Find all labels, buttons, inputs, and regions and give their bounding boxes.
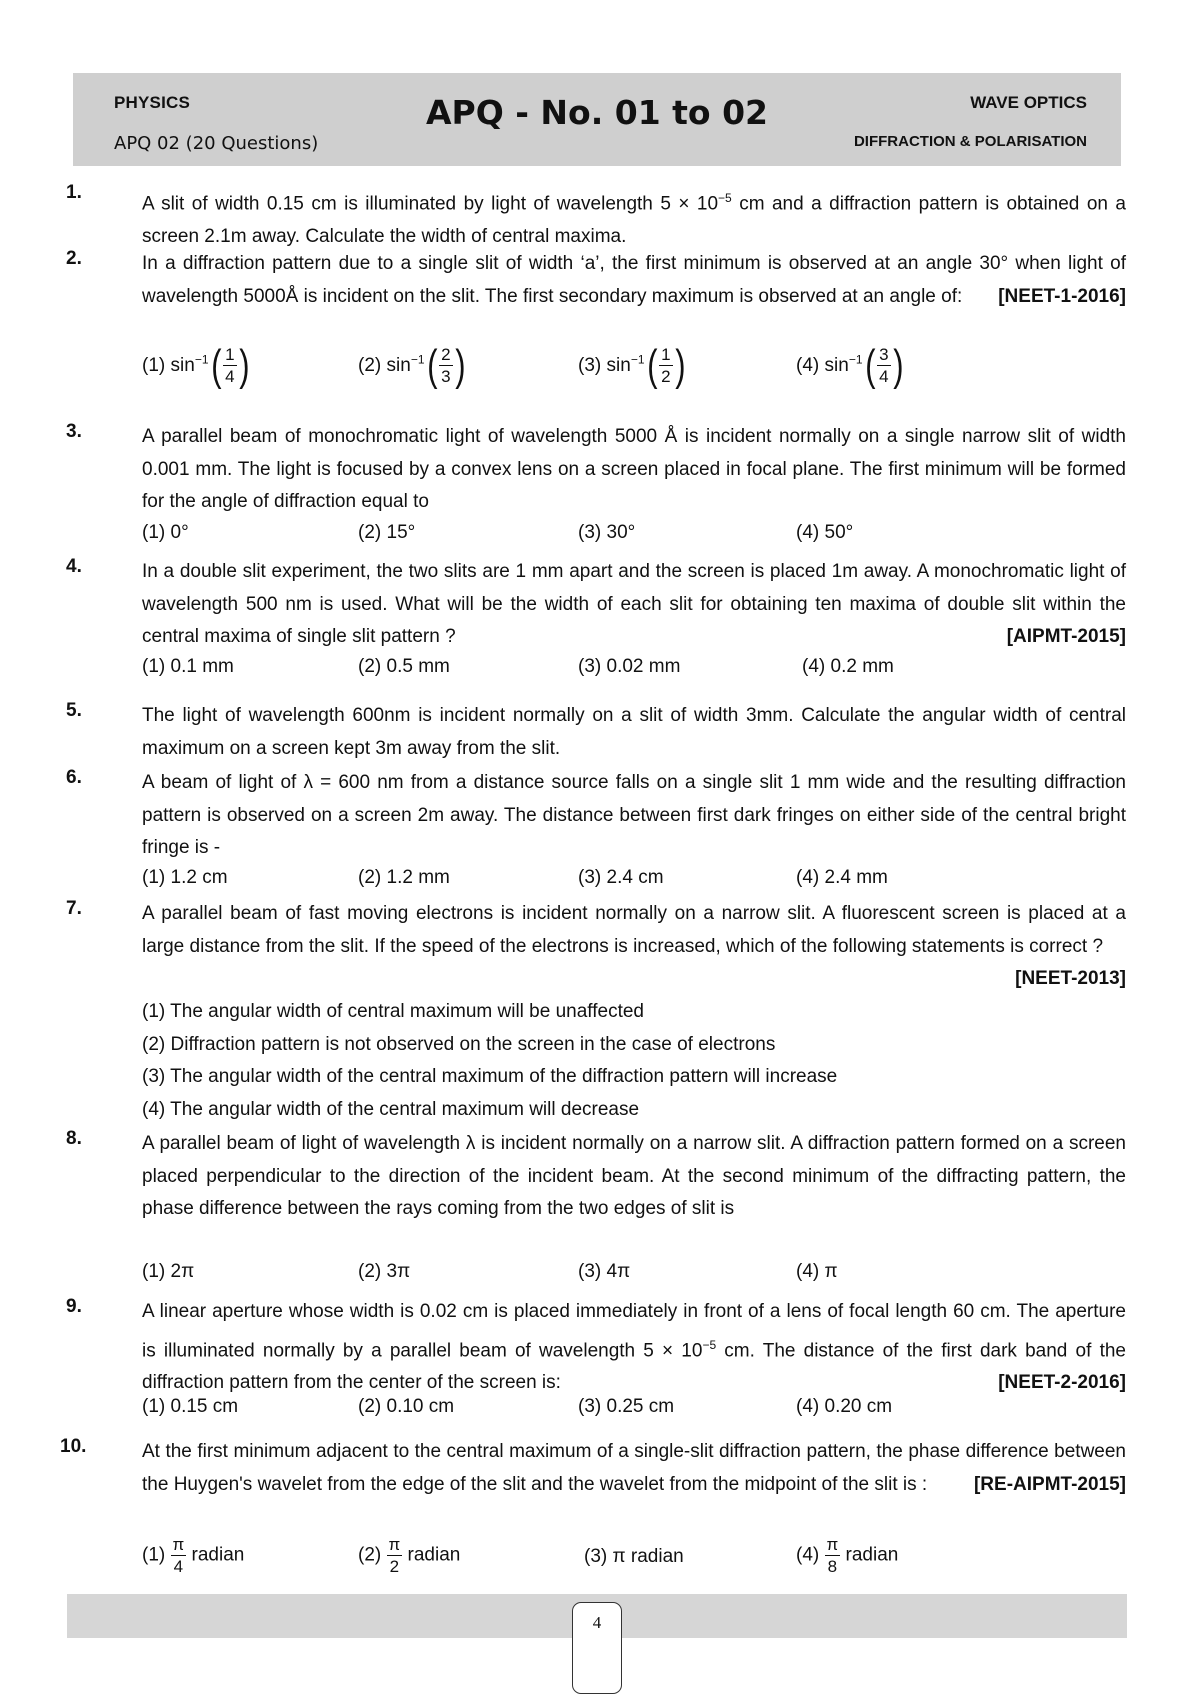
option-4: (4) 0.2 mm [802,656,894,677]
fraction: $\frac{3}{4}$ [879,345,889,387]
page-title: APQ - No. 01 to 02 [425,93,769,132]
source-tag: [NEET-1-2016] [998,285,1126,307]
question-text: In a double slit experiment, the two slits are 1 mm apart and the screen is placed 1m away. A monochromatic light of wavelength 500 nm is used. What will be the width of each slit for obtaining ten maxima of double slit within the central maxima of single slit pattern ? [AIPMT-2015] [142,556,1126,654]
options [142,1536,1126,1586]
source-tag: [NEET-2013] [1015,968,1126,989]
option-4: (4) π [796,1261,838,1282]
option-1: (1) $\frac{\pi}{4}$ radian [142,1535,245,1576]
option-3: (3) π radian [584,1546,684,1567]
fraction: $\frac{1}{2}$ [661,345,671,387]
option-3: (3) 0.02 mm [578,656,681,677]
question-number: 6. [66,767,82,788]
option-3: (3) 30° [578,522,636,543]
option-2: (2) $\sin^{-1}$( $\frac{2}{3}$ ) [358,341,466,390]
fraction: $\frac{2}{3}$ [441,345,451,387]
options [142,996,1126,1126]
option-3: (3) The angular width of the central maximum of the diffraction pattern will increase [142,1066,838,1087]
question-text: A linear aperture whose width is 0.02 cm is placed immediately in front of a lens of focal length 60 cm. The aperture is illuminated normally by a parallel beam of wavelength $5 \times 10^{-5}$ cm. The distance of the first dark band of the diffraction pattern from the center of the screen is: [NEET-2-2016] [142,1296,1126,1400]
subject-label: PHYSICS [114,93,191,112]
option-4: (4) $\frac{\pi}{8}$ radian [796,1535,899,1576]
option-2: (2) 0.10 cm [358,1396,455,1417]
option-4: (4) 0.20 cm [796,1396,893,1417]
topic-label: DIFFRACTION & POLARISATION [853,133,1087,150]
source-tag: [AIPMT-2015] [1006,626,1126,647]
question-number: 2. [66,248,82,269]
question-text: A parallel beam of monochromatic light of wavelength 5000 Å is incident normally on a single narrow slit of width 0.001 mm. The light is focused by a convex lens on a screen placed in focal plane. The first minimum will be formed for the angle of diffraction equal to [142,426,1126,512]
option-4: (4) 2.4 mm [796,867,888,888]
option-3: (3) 2.4 cm [578,867,664,888]
page-header [73,73,1121,166]
fraction: $\frac{\pi}{2}$ [388,1535,401,1576]
source-tag: [RE-AIPMT-2015] [973,1473,1126,1495]
option-4: (4) The angular width of the central maximum will decrease [142,1098,640,1120]
question-text: A parallel beam of light of wavelength λ is incident normally on a narrow slit. A diffraction pattern formed on a screen placed perpendicular to the direction of the incident beam. At the second minimum of the diffracting pattern, the phase difference between the rays coming from the two edges of slit is [142,1133,1126,1219]
chapter-label: WAVE OPTICS [970,93,1087,112]
question-number: 5. [66,700,82,721]
page-number: 4 [572,1602,622,1694]
option-3: (3) 0.25 cm [578,1396,675,1417]
question-number: 1. [66,182,82,203]
option-1: (1) 2π [142,1261,195,1282]
option-1: (1) 1.2 cm [142,867,228,888]
option-1: (1) 0.1 mm [142,656,234,677]
option-2: (2) 15° [358,522,416,543]
question-number: 7. [66,898,82,919]
options [142,341,1126,406]
option-1: (1) The angular width of central maximum will be unaffected [142,1001,644,1022]
question-text: The light of wavelength 600nm is incident normally on a slit of width 3mm. Calculate the angular width of central maximum on a screen kept 3m away from the slit. [142,705,1126,759]
question-text: A slit of width 0.15 cm is illuminated by light of wavelength $5 \times 10^{-5}$ cm and a diffraction pattern is obtained on a screen 2.1m away. Calculate the width of central maxima. [142,191,1126,247]
question-text: A parallel beam of fast moving electrons is incident normally on a narrow slit. A fluorescent screen is placed at a large distance from the slit. If the speed of the electrons is increased, which of the following statements is correct ? [NEET-2013] [142,898,1126,996]
option-2: (2) Diffraction pattern is not observed on the screen in the case of electrons [142,1033,776,1055]
question-text: A beam of light of λ = 600 nm from a distance source falls on a single slit 1 mm wide and the resulting diffraction pattern is observed on a screen 2m away. The distance between first dark fringes on either side of the central bright fringe is - [142,772,1126,858]
assignment-label: APQ 02 (20 Questions) [114,133,319,154]
option-2: (2) 0.5 mm [358,656,450,677]
option-2: (2) 3π [358,1261,411,1282]
question-number: 3. [66,421,82,442]
option-1: (1) $\sin^{-1}$( $\frac{1}{4}$ ) [142,341,250,390]
question-number: 4. [66,556,82,577]
fraction: $\frac{1}{4}$ [225,345,235,387]
option-1: (1) 0° [142,522,189,543]
option-3: (3) $\sin^{-1}$( $\frac{1}{2}$ ) [578,341,686,390]
question-text: In a diffraction pattern due to a single slit of width ‘a’, the first minimum is observed at an angle 30° when light of wavelength 5000Å is incident on the slit. The first secondary maximum is observed at an angle of: [NEET-1-2016] [142,248,1126,313]
source-tag: [NEET-2-2016] [998,1372,1126,1394]
option-4: (4) 50° [796,522,854,543]
fraction: $\frac{\pi}{8}$ [826,1535,839,1576]
option-2: (2) $\frac{\pi}{2}$ radian [358,1535,461,1576]
option-2: (2) 1.2 mm [358,867,450,888]
question-text: At the first minimum adjacent to the central maximum of a single-slit diffraction pattern, the phase difference between the Huygen's wavelet from the edge of the slit and the wavelet from the midpoint of the slit is : [RE-AIPMT-2015] [142,1436,1126,1501]
option-4: (4) $\sin^{-1}$( $\frac{3}{4}$ ) [796,341,904,390]
question-number: 8. [66,1128,82,1149]
question-number: 9. [66,1296,82,1317]
option-3: (3) 4π [578,1261,631,1282]
question-number: 10. [60,1436,87,1457]
option-1: (1) 0.15 cm [142,1396,239,1417]
fraction: $\frac{\pi}{4}$ [172,1535,185,1576]
